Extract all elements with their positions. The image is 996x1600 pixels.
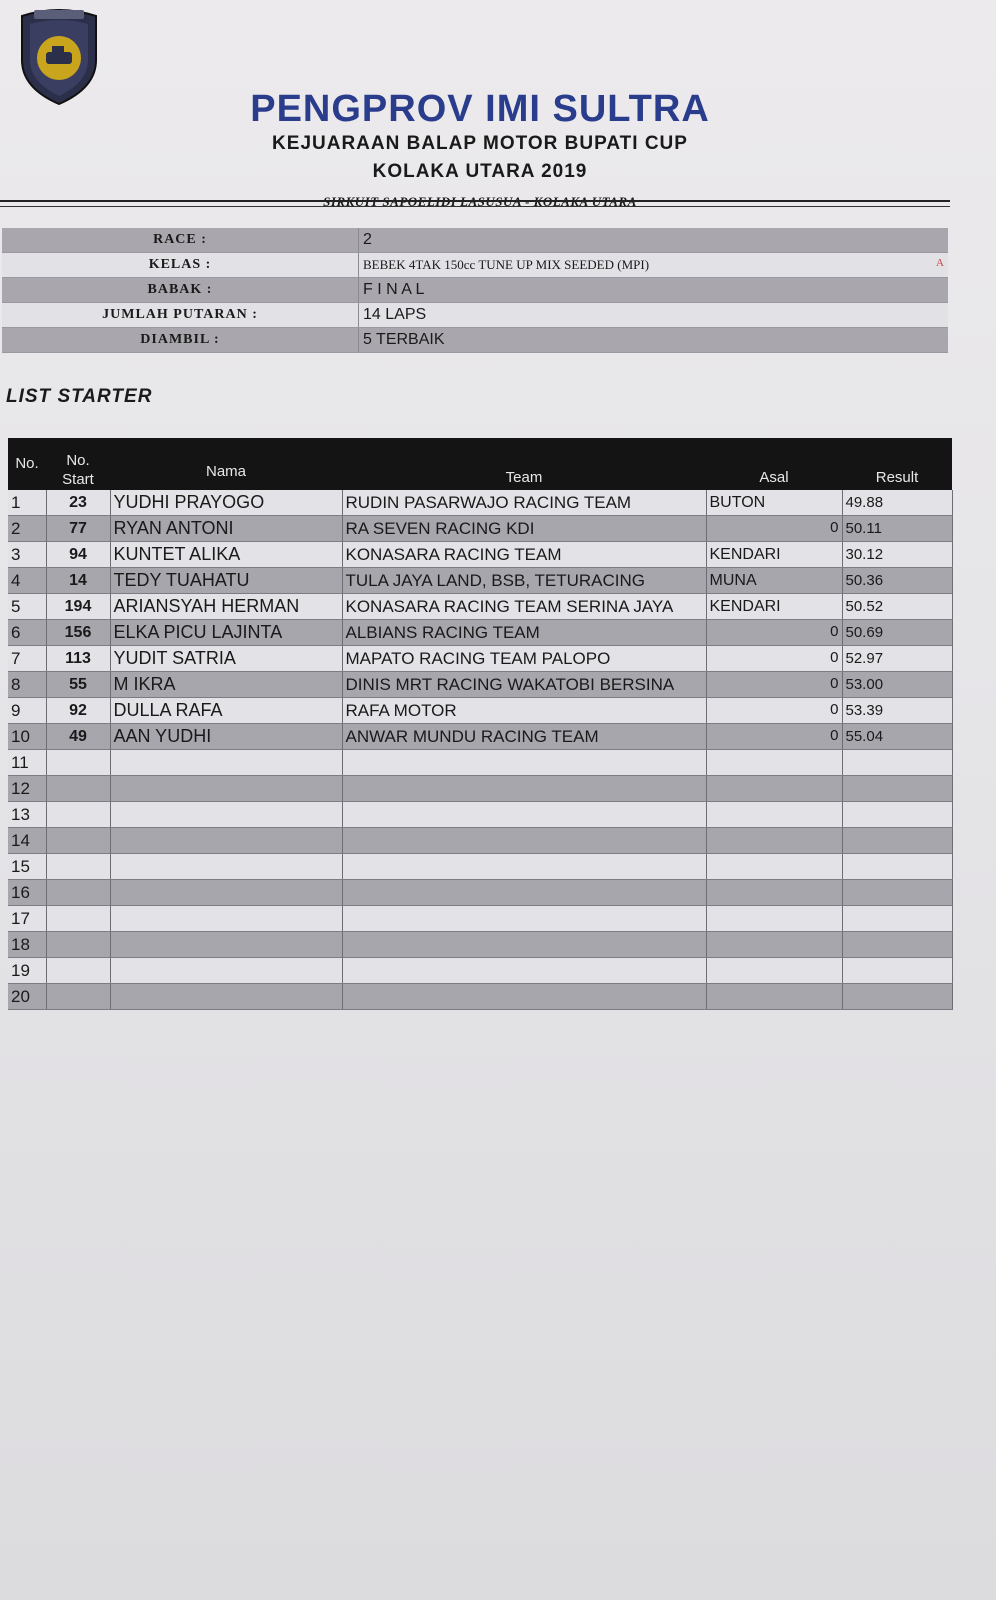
row-asal: [706, 802, 842, 828]
row-asal: [706, 594, 842, 620]
table-row: [8, 672, 952, 698]
babak-label: BABAK :: [2, 278, 359, 303]
row-no: 9: [8, 698, 46, 724]
row-no-start: 77: [46, 516, 110, 542]
row-no: 6: [8, 620, 46, 646]
row-asal: [706, 620, 842, 646]
row-no: 17: [8, 906, 46, 932]
row-asal-text: BUTON: [709, 493, 766, 511]
table-row: [8, 516, 952, 542]
row-no: 20: [8, 984, 46, 1010]
table-row: [8, 646, 952, 672]
row-team: [342, 750, 706, 776]
row-nama: [110, 880, 342, 906]
row-no: 10: [8, 724, 46, 750]
venue-name: [200, 194, 760, 210]
row-asal: [706, 880, 842, 906]
row-team: [342, 880, 706, 906]
row-nama: TEDY TUAHATU: [110, 568, 342, 594]
row-asal-zero: 0: [830, 519, 839, 536]
row-no-start: 92: [46, 698, 110, 724]
header-nama: Nama: [110, 438, 342, 490]
kelas-row: [2, 253, 948, 278]
starter-table-header: [8, 438, 952, 490]
row-result: 52.97: [842, 646, 952, 672]
row-nama: ARIANSYAH HERMAN: [110, 594, 342, 620]
list-starter-heading: LIST STARTER: [6, 386, 153, 407]
row-no: 4: [8, 568, 46, 594]
row-nama: [110, 802, 342, 828]
row-no: 16: [8, 880, 46, 906]
race-row: [2, 228, 948, 253]
starter-table-body: [8, 490, 952, 1010]
row-no-start: 49: [46, 724, 110, 750]
table-row: [8, 620, 952, 646]
table-row: [8, 932, 952, 958]
row-nama: [110, 984, 342, 1010]
document-header: [200, 88, 760, 210]
row-asal: [706, 854, 842, 880]
header-team: Team: [342, 438, 706, 490]
row-nama: [110, 776, 342, 802]
row-result: [842, 854, 952, 880]
babak-value: F I N A L: [359, 278, 949, 303]
putaran-label: JUMLAH PUTARAN :: [2, 303, 359, 328]
kelas-value: BEBEK 4TAK 150cc TUNE UP MIX SEEDED (MPI): [363, 257, 650, 272]
kelas-mark: A: [936, 257, 944, 269]
row-asal-text: KENDARI: [709, 545, 781, 563]
row-team: [342, 854, 706, 880]
table-row: [8, 854, 952, 880]
row-asal: [706, 776, 842, 802]
row-no: 14: [8, 828, 46, 854]
row-no-start: [46, 958, 110, 984]
table-row: [8, 542, 952, 568]
header-divider-thin: [0, 206, 950, 207]
row-team: [342, 932, 706, 958]
babak-row: [2, 278, 948, 303]
event-title: KEJUARAAN BALAP MOTOR BUPATI CUP: [272, 133, 688, 154]
row-nama: [110, 750, 342, 776]
row-no: 5: [8, 594, 46, 620]
row-asal: [706, 932, 842, 958]
table-row: [8, 958, 952, 984]
row-result: 53.00: [842, 672, 952, 698]
table-row: [8, 802, 952, 828]
row-no-start: [46, 984, 110, 1010]
table-row: [8, 750, 952, 776]
header-asal: Asal: [706, 438, 842, 490]
row-no-start: 94: [46, 542, 110, 568]
row-no: 12: [8, 776, 46, 802]
row-result: [842, 932, 952, 958]
row-no-start: 23: [46, 490, 110, 516]
row-no-start: [46, 932, 110, 958]
row-asal-zero: 0: [830, 649, 839, 666]
row-asal: [706, 906, 842, 932]
row-team: MAPATO RACING TEAM PALOPO: [342, 646, 706, 672]
table-row: [8, 906, 952, 932]
table-row: [8, 776, 952, 802]
row-team: ANWAR MUNDU RACING TEAM: [342, 724, 706, 750]
row-result: [842, 984, 952, 1010]
row-no: 11: [8, 750, 46, 776]
starter-table: [8, 438, 953, 1010]
row-asal: [706, 828, 842, 854]
table-row: [8, 828, 952, 854]
header-divider: [0, 200, 950, 202]
row-result: [842, 880, 952, 906]
row-no: 15: [8, 854, 46, 880]
row-team: KONASARA RACING TEAM SERINA JAYA: [342, 594, 706, 620]
row-no-start: 113: [46, 646, 110, 672]
table-row: [8, 880, 952, 906]
row-result: 30.12: [842, 542, 952, 568]
row-team: RA SEVEN RACING KDI: [342, 516, 706, 542]
row-team: [342, 802, 706, 828]
event-location-year: KOLAKA UTARA 2019: [372, 161, 588, 182]
row-nama: [110, 828, 342, 854]
row-asal: [706, 542, 842, 568]
row-nama: [110, 958, 342, 984]
row-result: 50.52: [842, 594, 952, 620]
row-nama: AAN YUDHI: [110, 724, 342, 750]
row-no-start: 194: [46, 594, 110, 620]
row-result: [842, 958, 952, 984]
row-team: ALBIANS RACING TEAM: [342, 620, 706, 646]
row-result: [842, 906, 952, 932]
row-nama: [110, 906, 342, 932]
row-result: 50.36: [842, 568, 952, 594]
row-no-start: [46, 854, 110, 880]
row-asal-text: MUNA: [709, 571, 757, 589]
race-value: 2: [359, 228, 949, 253]
row-asal: [706, 672, 842, 698]
row-no-start: [46, 802, 110, 828]
row-no-start: 14: [46, 568, 110, 594]
row-asal-zero: 0: [830, 675, 839, 692]
row-result: 55.04: [842, 724, 952, 750]
race-info-table: [2, 228, 948, 353]
row-asal: [706, 724, 842, 750]
table-row: [8, 568, 952, 594]
table-row: [8, 594, 952, 620]
kelas-label: KELAS :: [2, 253, 359, 278]
row-team: RUDIN PASARWAJO RACING TEAM: [342, 490, 706, 516]
row-no-start: [46, 750, 110, 776]
putaran-value: 14 LAPS: [359, 303, 949, 328]
table-row: [8, 698, 952, 724]
row-nama: [110, 854, 342, 880]
row-asal-zero: 0: [830, 623, 839, 640]
row-no: 7: [8, 646, 46, 672]
row-no: 18: [8, 932, 46, 958]
row-no-start: 156: [46, 620, 110, 646]
row-result: 50.69: [842, 620, 952, 646]
row-team: DINIS MRT RACING WAKATOBI BERSINA: [342, 672, 706, 698]
row-no-start: [46, 880, 110, 906]
row-asal: [706, 984, 842, 1010]
header-no: No.: [8, 438, 46, 490]
row-nama: [110, 932, 342, 958]
diambil-value: 5 TERBAIK: [359, 328, 949, 353]
row-nama: ELKA PICU LAJINTA: [110, 620, 342, 646]
row-team: [342, 958, 706, 984]
header-no-start-line2: Start: [62, 471, 94, 488]
row-result: 50.11: [842, 516, 952, 542]
row-asal: [706, 516, 842, 542]
row-no: 1: [8, 490, 46, 516]
row-result: [842, 750, 952, 776]
row-no-start: [46, 906, 110, 932]
header-no-start-line1: No.: [66, 452, 90, 469]
row-result: 53.39: [842, 698, 952, 724]
row-asal: [706, 958, 842, 984]
diambil-row: [2, 328, 948, 353]
row-result: [842, 828, 952, 854]
row-team: RAFA MOTOR: [342, 698, 706, 724]
row-no: 8: [8, 672, 46, 698]
putaran-row: [2, 303, 948, 328]
page-title: PENGPROV IMI SULTRA: [250, 88, 710, 130]
row-result: [842, 776, 952, 802]
row-no-start: [46, 828, 110, 854]
row-nama: KUNTET ALIKA: [110, 542, 342, 568]
row-asal: [706, 646, 842, 672]
race-label: RACE :: [2, 228, 359, 253]
row-no: 2: [8, 516, 46, 542]
row-team: TULA JAYA LAND, BSB, TETURACING: [342, 568, 706, 594]
row-asal-text: KENDARI: [709, 597, 781, 615]
row-asal-zero: 0: [830, 727, 839, 744]
table-row: [8, 984, 952, 1010]
row-team: [342, 906, 706, 932]
header-no-start: [46, 438, 110, 490]
row-asal-zero: 0: [830, 701, 839, 718]
row-no: 19: [8, 958, 46, 984]
row-no-start: 55: [46, 672, 110, 698]
header-result: Result: [842, 438, 952, 490]
row-asal: [706, 568, 842, 594]
row-team: [342, 984, 706, 1010]
row-no: 13: [8, 802, 46, 828]
row-nama: DULLA RAFA: [110, 698, 342, 724]
row-asal: [706, 698, 842, 724]
row-nama: RYAN ANTONI: [110, 516, 342, 542]
row-nama: YUDHI PRAYOGO: [110, 490, 342, 516]
row-result: 49.88: [842, 490, 952, 516]
row-team: [342, 776, 706, 802]
row-asal: [706, 750, 842, 776]
diambil-label: DIAMBIL :: [2, 328, 359, 353]
row-team: [342, 828, 706, 854]
row-result: [842, 802, 952, 828]
table-row: [8, 724, 952, 750]
table-row: [8, 490, 952, 516]
row-nama: YUDIT SATRIA: [110, 646, 342, 672]
kelas-cell: [359, 253, 949, 278]
row-asal: [706, 490, 842, 516]
row-team: KONASARA RACING TEAM: [342, 542, 706, 568]
row-no-start: [46, 776, 110, 802]
imi-shield-logo-icon: [16, 8, 102, 108]
row-nama: M IKRA: [110, 672, 342, 698]
row-no: 3: [8, 542, 46, 568]
